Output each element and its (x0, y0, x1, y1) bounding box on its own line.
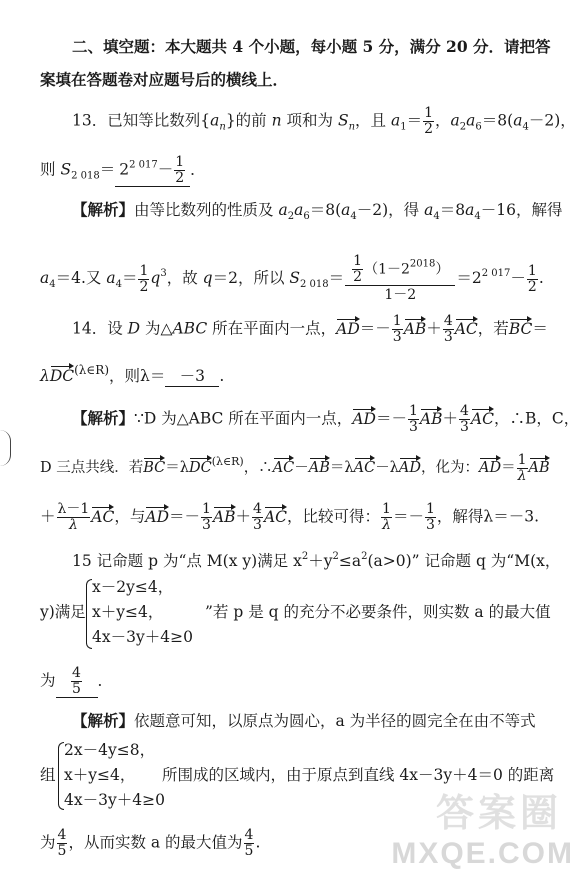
q14-sol-l2-vec-AB: AB (308, 460, 330, 476)
q13-comma: ， (435, 111, 451, 130)
q15-number: 15 (72, 552, 92, 570)
q13-sol-l2-frac (138, 264, 149, 295)
q15-line2-cont (205, 602, 551, 622)
q13-sol-a6-sub: 6 (303, 211, 310, 222)
q15-solution-line2 (40, 765, 56, 785)
q15-t6: ”若 p 是 q 的充分不必要条件，则实数 a 的最大值 (205, 603, 551, 621)
q14-t4: ，若 (477, 319, 509, 338)
q14-sol-vec-AB: AB (419, 409, 443, 428)
q14-sol-l2-e: － (294, 460, 309, 476)
q14-sol-t2: ＝－ (375, 409, 407, 428)
q14-line2 (40, 360, 224, 387)
q15-sol-t1: 依题意可知，以原点为圆心，a 为半径的圆完全在由不等式 (134, 712, 536, 730)
q13-half-num: 1 (424, 105, 434, 121)
q13-an: a (210, 111, 220, 130)
q14-sol-l3-g: ，解得λ＝－3. (436, 507, 540, 526)
q14-sol-l2-frac (517, 453, 528, 484)
q14-cond: (λ∈R) (74, 363, 110, 377)
q14-frac1 (392, 314, 403, 345)
q15-sol-frac1-num: 4 (57, 827, 67, 843)
q13-sol-t3: －2)，得 (356, 201, 425, 219)
q13-sol-a4b-sub: 4 (433, 211, 440, 222)
q13-sol-l2-half (527, 264, 538, 295)
q13-sol-t5: －16，解得 (480, 201, 563, 219)
q13-sol-t2: ＝8( (309, 201, 342, 219)
q13-sol-a2-sub: 2 (287, 211, 295, 222)
q14-sol-l3-frac (57, 502, 91, 533)
q15-answer-fraction (71, 666, 82, 697)
q13-sol-l2-end: . (538, 269, 544, 287)
watermark-logo-text: 答案圈 (435, 791, 562, 835)
q14-D: D (127, 319, 141, 338)
q13-eq2: ＝ (99, 160, 116, 179)
q13-S-sub: n (348, 121, 356, 133)
q14-sol-l3-d: ＋ (235, 507, 252, 526)
q13-a1: a (390, 111, 401, 130)
q13-half-fraction (423, 106, 434, 137)
q13-answer-minus: － (157, 160, 174, 179)
q14-eq2: ＝ (532, 319, 548, 338)
section-heading-cont-text: 案填在答题卷对应题号后的横线上． (40, 70, 289, 89)
q13-eq: ＝ (406, 111, 423, 130)
q13-sol-big-den: 1－2 (384, 287, 417, 303)
q13-sol-l2-a4b: a (106, 269, 116, 287)
q13-sol-l2-b: ＝ (121, 269, 138, 287)
q14-vec-BC: BC (508, 319, 533, 338)
section-heading-cont (40, 70, 288, 90)
q14-lambda: λ (40, 367, 50, 385)
q13-sol-l2-q: q (150, 269, 161, 287)
q13-a4: a (513, 111, 523, 130)
q14-sol-l3-frac2 (252, 502, 263, 533)
q15-solution-line3 (40, 828, 260, 859)
q15-answer-blank (56, 666, 98, 698)
q14-sol-l3-frac1 (201, 502, 212, 533)
q15-answer-num: 4 (72, 665, 81, 681)
q13-sol-l2-q2: q (202, 269, 213, 287)
binding-edge-mark (0, 430, 11, 466)
q14-line1 (72, 314, 548, 345)
q14-solution-line1 (72, 404, 579, 435)
q15-line3 (40, 666, 113, 698)
q14-solution-line3 (40, 502, 539, 533)
q14-eq: ＝－ (359, 319, 391, 338)
q13-sol-l2-a4-sub: 4 (49, 279, 56, 290)
q14-sol-l3-vec-AD: AD (145, 507, 169, 526)
section-heading (72, 37, 551, 57)
q14-sol-l3-frac3-den: λ (382, 517, 391, 533)
q13-answer-base: 2 (119, 160, 130, 179)
q14-vec-AC: AC (454, 319, 478, 338)
q14-t2: 为△ (140, 319, 173, 338)
q14-sol-l3-frac2-den: 3 (253, 517, 262, 533)
q14-t5: ，则λ＝ (109, 367, 166, 385)
q14-sol-l2-vec-AC2: AC (353, 460, 376, 476)
q14-sol-l3-vec-AC: AC (91, 507, 115, 526)
q14-sol-l3-frac4-den: 3 (425, 517, 435, 533)
q14-sol-l3-frac-den: λ (68, 517, 78, 533)
q14-frac2-den: 3 (443, 329, 453, 345)
q15-sol-frac1 (57, 828, 68, 859)
q14-sol-l2-vec-AD2: AD (479, 460, 502, 476)
q13-line1 (72, 106, 576, 138)
q13-S2018: S (60, 160, 72, 179)
q15-t5: y)满足 (40, 603, 86, 621)
q13-S2018-sub: 2 018 (71, 170, 100, 182)
q14-sol-l2-frac-den: λ (517, 467, 527, 484)
q13-sol-l2-den: 2 (139, 278, 149, 295)
q15-t3: ≤a (338, 552, 362, 570)
q14-sol-l3-frac1-num: 1 (202, 501, 211, 517)
q15-line1 (72, 547, 560, 571)
q14-sol-vec-AC: AC (470, 409, 494, 428)
q15-t4: (a>0)” 记命题 q 为“M(x， (367, 552, 561, 570)
q13-sol-t4: ＝8 (439, 201, 466, 219)
q14-sol-l2-vec-AD: AD (398, 460, 421, 476)
q14-sol-l2-h: ，化为： (421, 460, 479, 476)
q13-number: 13． (72, 111, 108, 130)
q13-sol-l2-a4b-sub: 4 (115, 279, 122, 290)
q13-a6-sub: 6 (475, 121, 482, 133)
q14-vec-DC: DC (49, 367, 75, 385)
q13-answer-num: 1 (175, 154, 185, 170)
q14-end: . (219, 367, 225, 385)
q13-sol-l2-S-sub: 2 018 (300, 279, 329, 290)
q14-sol-l2-d: ，∴ (243, 460, 273, 476)
q14-sol-l2-f: ＝λ (329, 460, 354, 476)
q14-sol-l2-vec-AB2: AB (528, 460, 550, 476)
q14-sol-l3-frac4 (425, 502, 436, 533)
q13-sol-l2-d: ＝2，所以 (212, 269, 290, 287)
q14-t1: 设 (107, 319, 128, 338)
watermark-url: MXQE.COM (391, 837, 574, 870)
q13-sol-big-num-d: ） (435, 261, 450, 278)
q14-vec-AB: AB (403, 319, 427, 338)
q14-solution-line2 (40, 452, 550, 484)
q15-system-line3: 4x－3y＋4≥0 (92, 628, 193, 646)
q13-sol-l2-num: 1 (139, 262, 149, 279)
q13-sol-t1: 由等比数列的性质及 (134, 201, 279, 219)
q13-sol-a4: a (341, 201, 351, 219)
q14-frac1-den: 3 (392, 329, 402, 345)
q14-sol-l3-vec-AC2: AC (263, 507, 288, 526)
q15-solution-tag: 【解析】 (72, 711, 135, 730)
q13-sol-inner-den: 2 (353, 269, 363, 285)
q13-answer-sup: 2 017 (129, 159, 158, 171)
q14-frac1-num: 1 (392, 313, 402, 329)
q13-sol-big-fraction (345, 254, 455, 304)
q13-sol-a6: a (294, 201, 304, 219)
q14-frac2-num: 4 (443, 313, 453, 329)
q13-sol-big-num (345, 254, 455, 286)
q14-sol-l2-vec-AC: AC (272, 460, 295, 476)
q13-answer-blank (115, 155, 190, 187)
q13-sol-l2-S: S (289, 269, 301, 287)
q15-t3-sup: 2 (361, 551, 368, 562)
q14-sol-l2-i: ＝ (501, 460, 516, 476)
q13-sol-l2-a4: a (40, 269, 50, 287)
q14-sol-l3-vec-AB: AB (212, 507, 236, 526)
q13-text-b: }的前 (225, 111, 272, 130)
q14-sol-l2-c: (λ∈R) (211, 455, 244, 468)
q14-solution-tag: 【解析】 (72, 408, 135, 428)
q15-sol-t3: 所围成的区域内，由于原点到直线 4x－3y＋4＝0 的距离 (162, 766, 555, 784)
q14-sol-l2-g: －λ (375, 460, 399, 476)
q13-sol-l2-eq: ＝ (328, 269, 345, 287)
q15-sol-system-line1: 2x－4y≤8， (64, 741, 156, 759)
q15-sol-system-line3: 4x－3y＋4≥0 (64, 791, 165, 809)
q13-solution-line1 (72, 200, 562, 227)
q13-answer-den: 2 (175, 170, 185, 186)
q14-sol-l3-f: ＝－ (392, 507, 424, 526)
q14-vec-AD: AD (336, 319, 360, 338)
q15-answer-den: 5 (72, 681, 81, 697)
q14-sol-l3-b: ，与 (114, 507, 146, 526)
q14-plus: ＋ (426, 319, 442, 338)
q14-sol-l3-e: ，比较可得： (287, 507, 381, 526)
q15-sol-end: . (255, 833, 261, 852)
section-heading-text: 二、填空题：本大题共 4 个小题，每小题 5 分，满分 20 分．请把答 (72, 37, 551, 56)
q14-sol-frac1 (408, 404, 419, 435)
q15-end: ． (97, 671, 114, 690)
q13-text: 已知等比数列{ (107, 111, 211, 130)
q13-text-e: ＝8( (481, 111, 514, 130)
q13-sol-l2-half-den: 2 (527, 278, 537, 295)
q13-text-c: 项和为 (281, 111, 338, 130)
q15-sol-t5: ，从而实数 a 的最大值为 (68, 833, 243, 852)
q13-sol-l2-half-num: 1 (527, 262, 537, 279)
q13-sol-l2-f: － (510, 269, 526, 287)
q14-sol-l3-frac3 (381, 502, 392, 533)
q13-a4-sub: 4 (522, 121, 529, 133)
q13-a2: a (450, 111, 460, 130)
q14-sol-l3-frac1-den: 3 (202, 517, 211, 533)
q13-sol-big-num-c: （1－2 (364, 261, 410, 278)
q14-sol-l3-frac3-num: 1 (382, 501, 391, 517)
q15-t7: 为 (40, 671, 56, 690)
q14-sol-l3-c: ＝－ (169, 507, 201, 526)
q14-sol-frac2-den: 3 (459, 419, 469, 435)
q13-sol-a2: a (278, 201, 288, 219)
q13-sol-a4c: a (465, 201, 475, 219)
q15-solution-line1 (72, 711, 536, 731)
q14-sol-frac2 (459, 404, 470, 435)
q15-t2: ＋y (308, 552, 333, 570)
q15-t1-sup: 2 (301, 551, 309, 562)
q14-sol-vec-AD: AD (352, 409, 376, 428)
q14-sol-t4: ，∴B，C， (493, 409, 580, 428)
q14-number: 14． (72, 319, 108, 338)
q13-sol-l2-e-sup: 2 017 (481, 268, 511, 279)
q13-solution-tag: 【解析】 (72, 200, 135, 219)
q14-sol-l2-vec-BC: BC (143, 460, 166, 476)
q15-sol-system-line2: x＋y≤4， (64, 766, 136, 784)
q13-end: ． (190, 160, 206, 179)
q13-answer-fraction (174, 155, 185, 186)
q13-a6: a (466, 111, 476, 130)
q13-half-den: 2 (424, 121, 434, 137)
q13-sol-a4b: a (424, 201, 434, 219)
q15-t1: 记命题 p 为“点 M(x y)满足 x (96, 552, 302, 570)
q15-line2 (40, 602, 86, 622)
q14-sol-t1: ∵D 为△ABC 所在平面内一点， (134, 409, 353, 428)
q15-sol-frac1-den: 5 (57, 843, 67, 859)
q13-S: S (337, 111, 349, 130)
q14-sol-l3-frac4-num: 1 (425, 501, 435, 517)
q13-text-f: －2)， (528, 111, 576, 130)
q14-sol-frac1-num: 1 (408, 403, 418, 419)
q13-line2 (40, 155, 206, 187)
q13-an-sub: n (219, 121, 226, 133)
q15-sol-frac2-num: 4 (244, 827, 254, 843)
q15-system-line1: x－2y≤4， (92, 578, 174, 596)
q13-sol-l2-q-sup: 3 (160, 268, 167, 279)
q13-solution-line2 (40, 254, 544, 304)
q14-answer-blank: －3 (165, 366, 219, 387)
q13-sol-l2-e: ＝2 (456, 269, 482, 287)
q15-sol-t4: 为 (40, 833, 56, 852)
q15-system-line2: x＋y≤4， (92, 603, 164, 621)
q14-sol-l2-vec-DC: DC (188, 460, 212, 476)
q15-sol-t2: 组 (40, 766, 56, 784)
q15-sol-frac2 (244, 828, 255, 859)
q13-sol-l2-a: ＝4.又 (55, 269, 107, 287)
q13-sol-inner-num: 1 (353, 253, 363, 269)
q13-a2-sub: 2 (459, 121, 467, 133)
q13-text-d: ，且 (355, 111, 391, 130)
q13-then: 则 (40, 160, 61, 179)
q14-sol-frac2-num: 4 (459, 403, 469, 419)
q15-t2-sup: 2 (332, 551, 339, 562)
q14-sol-l2-a: D 三点共线．若 (40, 460, 144, 476)
q13-sol-l2-c: ，故 (166, 269, 203, 287)
q13-n: n (271, 111, 282, 130)
q14-ABC: ABC (172, 319, 208, 338)
q14-frac2 (443, 314, 454, 345)
q13-sol-big-num-sup: 2018 (409, 258, 436, 270)
q14-sol-l3-frac-num: λ－1 (57, 501, 90, 517)
q13-sol-a4-sub: 4 (350, 211, 357, 222)
q13-sol-a4c-sub: 4 (474, 211, 481, 222)
q14-sol-l2-b: ＝λ (165, 460, 189, 476)
q14-sol-frac1-den: 3 (408, 419, 418, 435)
q14-sol-l2-frac-num: 1 (517, 451, 527, 468)
q14-sol-t3: ＋ (442, 409, 458, 428)
q13-a1-sub: 1 (400, 121, 407, 133)
q14-sol-l3-frac2-num: 4 (253, 501, 262, 517)
q15-sol-frac2-den: 5 (244, 843, 254, 859)
q14-t3: 所在平面内一点， (207, 319, 337, 338)
q14-sol-l3-a: ＋ (40, 507, 56, 526)
q13-sol-inner-frac (352, 254, 363, 285)
